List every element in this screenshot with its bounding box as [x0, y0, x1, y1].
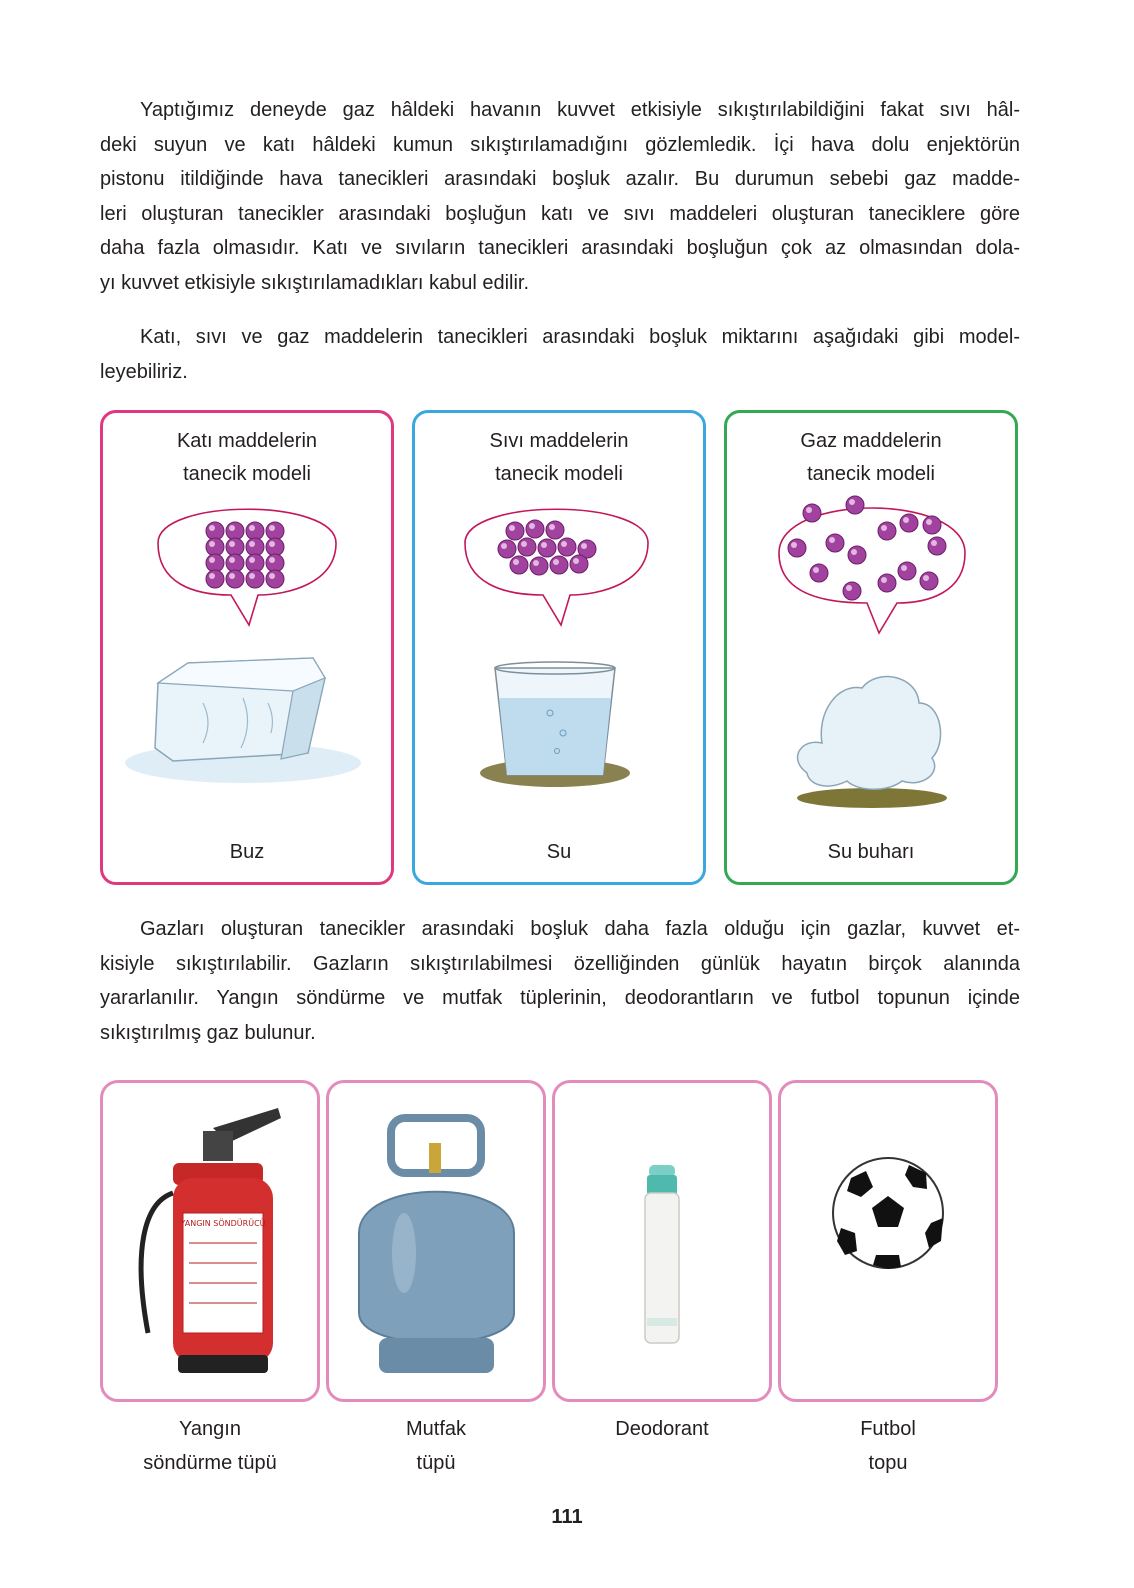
deodorant-card	[552, 1080, 772, 1402]
particle	[558, 538, 576, 556]
particle	[246, 522, 264, 540]
particle-highlight	[923, 575, 929, 581]
text-line: Yaptığımız deneyde gaz hâldeki havanın kuvvet etkisiyle sıkıştırılabildiğini fakat sıvı hâl-	[140, 99, 1020, 121]
particle-highlight	[533, 560, 539, 566]
particle	[920, 572, 938, 590]
water-glass-icon	[480, 662, 630, 787]
particle	[550, 556, 568, 574]
particle	[803, 504, 821, 522]
particle-highlight	[269, 573, 275, 579]
particle-highlight	[229, 557, 235, 563]
model-label: Su buharı	[827, 841, 915, 863]
particle-highlight	[269, 557, 275, 563]
particle	[206, 554, 224, 572]
particle-highlight	[229, 573, 235, 579]
particle-highlight	[561, 541, 567, 547]
particle	[810, 564, 828, 582]
particle-highlight	[901, 565, 907, 571]
particle	[530, 557, 548, 575]
model-label: Buz	[229, 841, 265, 863]
particle-highlight	[509, 525, 515, 531]
particle-highlight	[529, 523, 535, 529]
particle	[226, 522, 244, 540]
particle-highlight	[209, 541, 215, 547]
particle-highlight	[813, 567, 819, 573]
particle	[570, 555, 588, 573]
particle-highlight	[209, 557, 215, 563]
particle-highlight	[269, 525, 275, 531]
liquid-model-card	[412, 410, 706, 885]
particle-highlight	[806, 507, 812, 513]
particle	[226, 554, 244, 572]
particle	[923, 516, 941, 534]
particle-highlight	[549, 524, 555, 530]
particle-highlight	[553, 559, 559, 565]
particle	[878, 522, 896, 540]
particle-highlight	[849, 499, 855, 505]
particle-highlight	[249, 557, 255, 563]
solid-model-card	[100, 410, 394, 885]
particle	[788, 539, 806, 557]
particle-highlight	[573, 558, 579, 564]
particle-highlight	[209, 573, 215, 579]
football-icon	[781, 1083, 995, 1399]
particle	[546, 521, 564, 539]
particle-highlight	[581, 543, 587, 549]
particle	[498, 540, 516, 558]
particle-highlight	[881, 525, 887, 531]
particle	[846, 496, 864, 514]
text-line: yı kuvvet etkisiyle sıkıştırılamadıkları kabul edilir.	[100, 271, 530, 294]
model-intro-paragraph	[100, 320, 1020, 389]
text-line: Katı, sıvı ve gaz maddelerin tanecikleri arasındaki boşluk miktarını aşağıdaki gibi model-	[140, 326, 1020, 348]
particle	[928, 537, 946, 555]
particle	[206, 570, 224, 588]
particle-highlight	[269, 541, 275, 547]
solid-illustration	[103, 413, 391, 883]
particle	[826, 534, 844, 552]
gas-model-card	[724, 410, 1018, 885]
extinguisher-label: YANGIN SÖNDÜRÜCÜ	[180, 1219, 266, 1228]
model-title: Gaz maddelerin tanecik modeli	[800, 430, 942, 485]
particle-highlight	[851, 549, 857, 555]
particle-highlight	[249, 573, 255, 579]
particle-highlight	[229, 525, 235, 531]
object-label: Deodorant	[615, 1418, 709, 1440]
deodorant-icon	[555, 1083, 769, 1399]
particle-highlight	[903, 517, 909, 523]
particle	[526, 520, 544, 538]
fire-extinguisher-card	[100, 1080, 320, 1402]
particle	[510, 556, 528, 574]
particle	[266, 538, 284, 556]
model-title: Katı maddelerin tanecik modeli	[176, 430, 318, 485]
particle-highlight	[541, 542, 547, 548]
object-label: Mutfak tüpü	[405, 1418, 467, 1474]
text-line: sıkıştırılmış gaz bulunur.	[100, 1021, 316, 1044]
particle-highlight	[881, 577, 887, 583]
model-title: Sıvı maddelerin tanecik modeli	[489, 430, 629, 485]
page-number: 111	[551, 1506, 583, 1528]
particle-highlight	[501, 543, 507, 549]
particle-highlight	[926, 519, 932, 525]
particle-highlight	[249, 525, 255, 531]
particle	[843, 582, 861, 600]
particle	[246, 554, 264, 572]
particle	[538, 539, 556, 557]
text-line: pistonu itildiğinde hava tanecikleri arasındaki boşluk azalır. Bu durumun sebebi gaz madde-	[100, 168, 1020, 190]
particle	[506, 522, 524, 540]
particle-highlight	[931, 540, 937, 546]
gas-cylinder-icon	[329, 1083, 543, 1399]
particle	[878, 574, 896, 592]
text-line: daha fazla olmasıdır. Katı ve sıvıların tanecikleri arasındaki boşluğun çok az olmasından dola-	[100, 237, 1020, 259]
particle	[266, 570, 284, 588]
particle	[848, 546, 866, 564]
particle-highlight	[229, 541, 235, 547]
particle-highlight	[846, 585, 852, 591]
object-label: Futbol topu	[860, 1418, 916, 1474]
gas-illustration	[727, 413, 1015, 883]
particle	[266, 554, 284, 572]
text-line: leyebiliriz.	[100, 360, 188, 383]
particle-highlight	[829, 537, 835, 543]
particle	[246, 570, 264, 588]
particle	[518, 538, 536, 556]
particle-highlight	[521, 541, 527, 547]
particle	[206, 538, 224, 556]
particle	[226, 538, 244, 556]
particle	[900, 514, 918, 532]
particle-highlight	[209, 525, 215, 531]
text-line: kisiyle sıkıştırılabilir. Gazların sıkıştırılabilmesi özelliğinden günlük hayatın birçok alanında	[100, 952, 1020, 975]
particle-highlight	[791, 542, 797, 548]
text-line: leri oluşturan tanecikler arasındaki boşluğun katı ve sıvı maddeleri oluşturan taneciklere göre	[100, 202, 1020, 225]
text-line: Gazları oluşturan tanecikler arasındaki boşluk daha fazla olduğu için gazlar, kuvvet et-	[140, 918, 1020, 940]
particle-highlight	[249, 541, 255, 547]
object-label: Yangın söndürme tüpü	[143, 1418, 277, 1474]
particle	[226, 570, 244, 588]
steam-cloud-icon	[797, 677, 947, 808]
ice-cube-icon	[125, 658, 361, 783]
intro-paragraph	[100, 93, 1020, 300]
text-line: deki suyun ve katı hâldeki kumun sıkıştırılamadığını gözlemledik. İçi hava dolu enjektörün	[100, 133, 1020, 156]
liquid-illustration	[415, 413, 703, 883]
text-line: yararlanılır. Yangın söndürme ve mutfak tüplerinin, deodorantların ve futbol topunun içinde	[100, 987, 1020, 1009]
particle-highlight	[513, 559, 519, 565]
particle	[898, 562, 916, 580]
gases-paragraph	[100, 912, 1020, 1050]
model-label: Su	[546, 841, 572, 863]
football-card	[778, 1080, 998, 1402]
gas-cylinder-card	[326, 1080, 546, 1402]
fire-extinguisher-icon	[103, 1083, 317, 1399]
particle	[206, 522, 224, 540]
particle	[246, 538, 264, 556]
particle	[266, 522, 284, 540]
